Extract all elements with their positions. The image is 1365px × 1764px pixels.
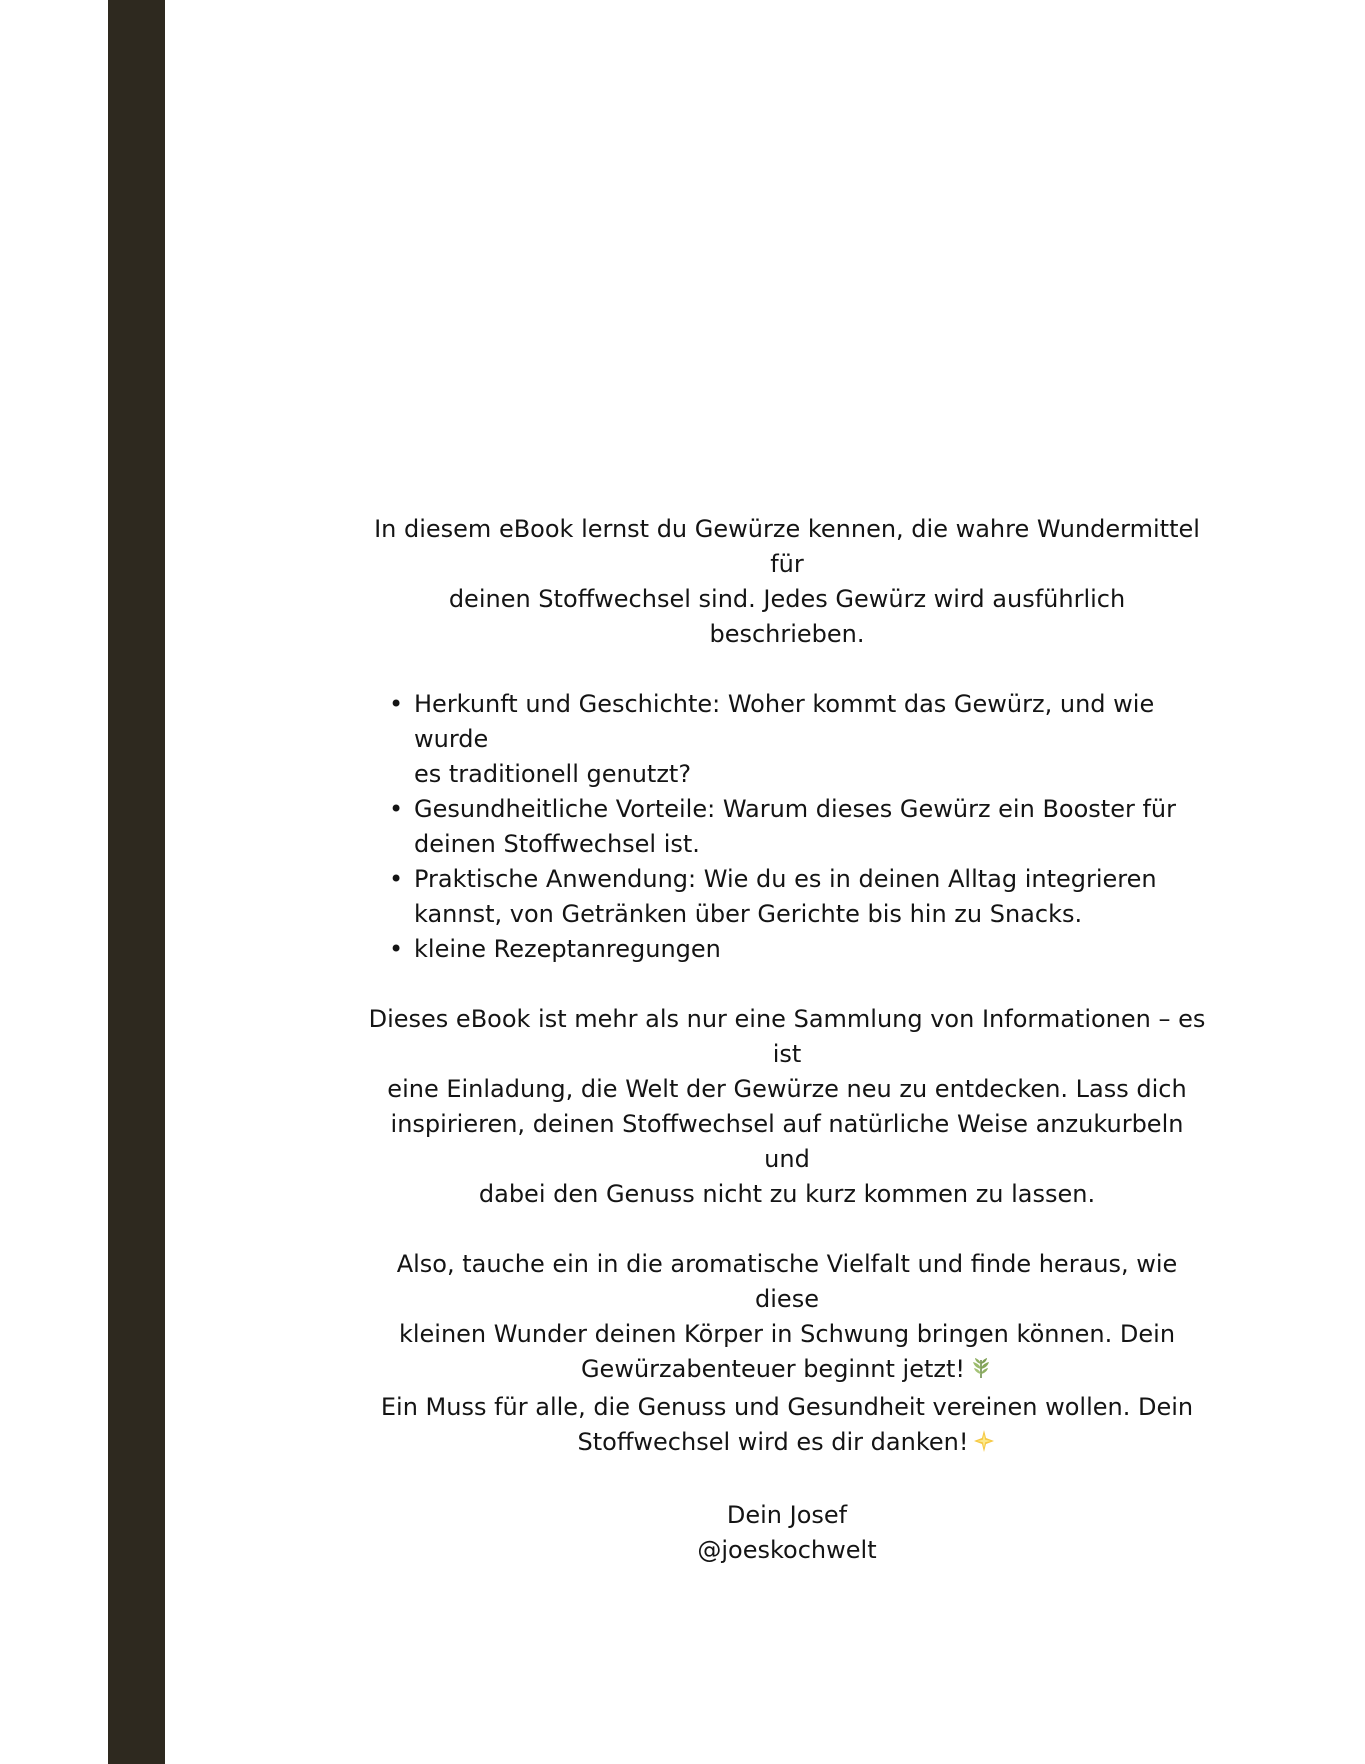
list-item: • Praktische Anwendung: Wie du es in deinen Alltag integrieren kannst, von Getränken über Gerichte bis hin zu Snacks. <box>368 862 1206 932</box>
list-item: • kleine Rezeptanregungen <box>368 932 1206 967</box>
signature-name: Dein Josef <box>726 1501 848 1529</box>
feature-list <box>368 687 1206 967</box>
spacer <box>368 967 1206 1002</box>
spacer <box>368 652 1206 687</box>
spacer <box>368 1463 1206 1498</box>
herb-leaf-icon <box>969 1355 993 1390</box>
spacer <box>368 1212 1206 1247</box>
intro-paragraph: In diesem eBook lernst du Gewürze kennen, die wahre Wundermittel für deinen Stoffwechsel sind. Jedes Gewürz wird ausführlich beschrieben. <box>374 515 1200 648</box>
bullet-icon: • <box>389 935 404 963</box>
sparkle-star-icon <box>972 1428 996 1463</box>
invitation-paragraph: Dieses eBook ist mehr als nur eine Sammlung von Informationen – es ist eine Einladung, die Welt der Gewürze neu zu entdecken. Lass dich inspirieren, deinen Stoffwechsel auf natürliche Weise anzukurbeln und dabei den Genuss nicht zu kurz kommen zu lassen. <box>368 1005 1206 1208</box>
bullet-icon: • <box>389 690 404 718</box>
bullet-icon: • <box>389 865 404 893</box>
adventure-paragraph: Also, tauche ein in die aromatische Vielfalt und finde heraus, wie diese kleinen Wunder deinen Körper in Schwung bringen können. Dein Gewürzabenteuer beginnt jetzt! <box>368 1247 1206 1390</box>
list-item: • Herkunft und Geschichte: Woher kommt das Gewürz, und wie wurde es traditionell genutzt? <box>368 687 1206 792</box>
bullet-icon: • <box>389 795 404 823</box>
signature-block <box>368 1498 1206 1568</box>
social-handle: @joeskochwelt <box>697 1536 877 1564</box>
closing-paragraph: Ein Muss für alle, die Genuss und Gesundheit vereinen wollen. Dein Stoffwechsel wird es dir danken! <box>368 1390 1206 1463</box>
page-content <box>368 512 1206 1568</box>
list-item: • Gesundheitliche Vorteile: Warum dieses Gewürz ein Booster für deinen Stoffwechsel ist. <box>368 792 1206 862</box>
page-spine-bar <box>108 0 165 1764</box>
